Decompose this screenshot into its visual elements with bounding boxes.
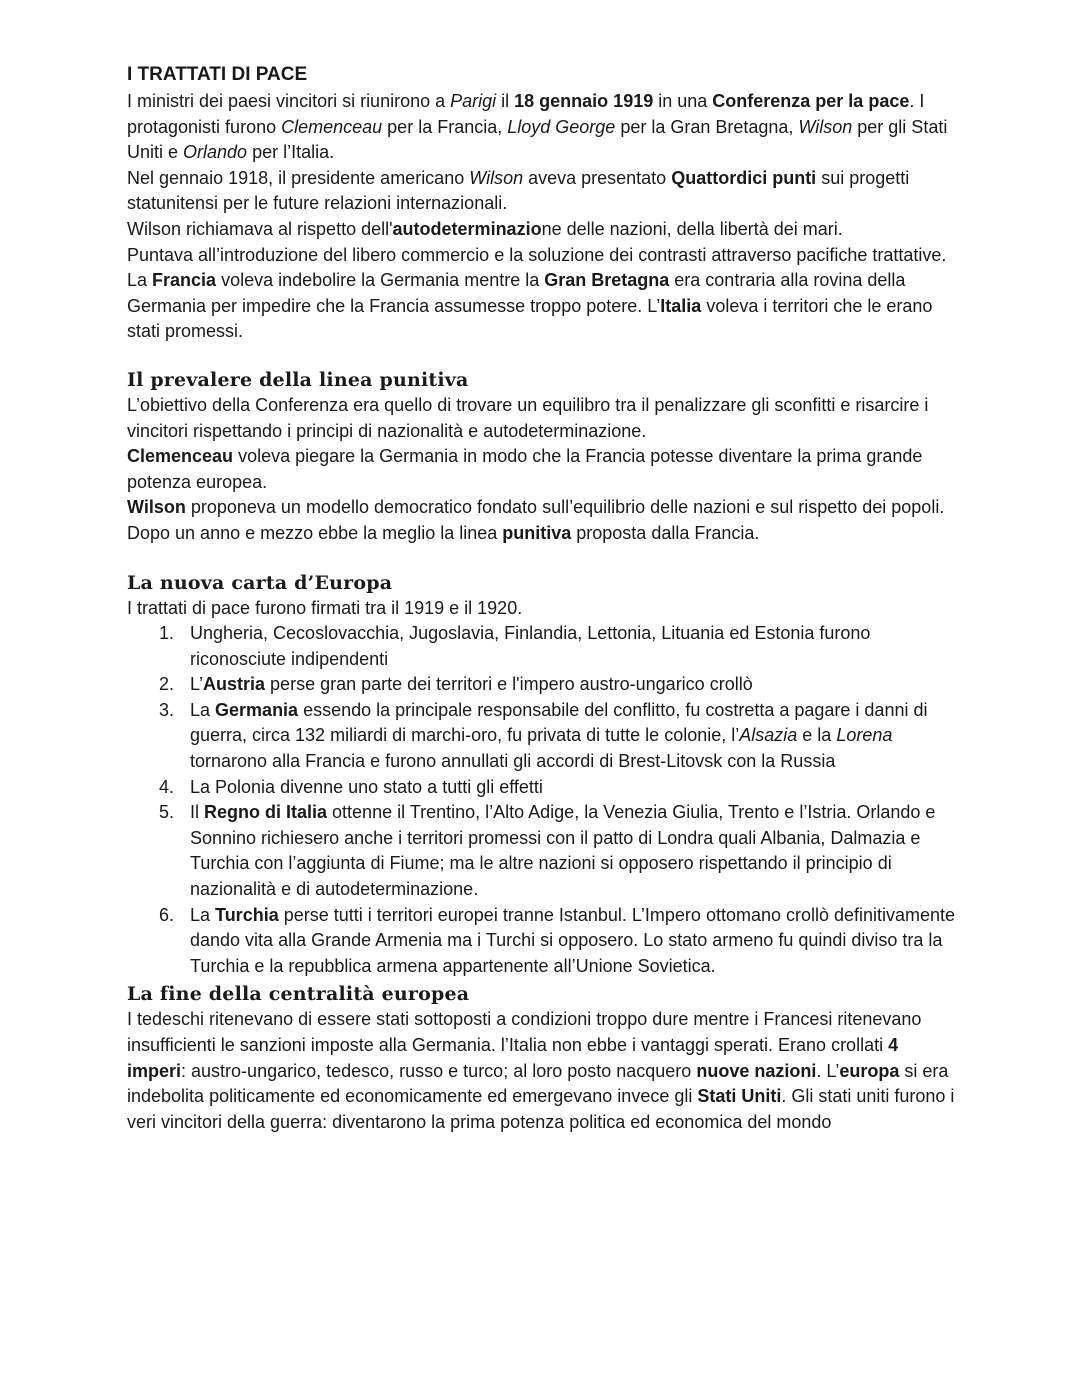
paragraph: L’obiettivo della Conferenza era quello di trovare un equilibro tra il penalizzare gli sconfitti e risarcire i vincitori rispettando i principi di nazionalità e autodeterminazione. bbox=[127, 394, 929, 441]
section-nuova-carta-europa bbox=[127, 570, 957, 980]
numbered-list bbox=[127, 621, 957, 979]
list-item: 4. La Polonia divenne uno stato a tutti gli effetti bbox=[159, 776, 543, 797]
list-item: 6. La Turchia perse tutti i territori europei tranne Istanbul. L’Impero ottomano crollò definitivamente dando vita alla Grande Armenia ma i Turchi si opposero. Lo stato armeno fu quindi diviso tra la Turchia e la repubblica armena appartenente all’Unione Sovietica. bbox=[159, 904, 956, 976]
section-fine-centralita-europea bbox=[127, 981, 957, 1135]
paragraph: Clemenceau voleva piegare la Germania in modo che la Francia potesse diventare la prima grande potenza europea. bbox=[127, 446, 923, 492]
section-linea-punitiva bbox=[127, 367, 957, 547]
paragraph: I ministri dei paesi vincitori si riunirono a Parigi il 18 gennaio 1919 in una Conferenza per la pace. I protagonisti furono Clemenceau per la Francia, Lloyd George per la Gran Bretagna, Wilson per gli Stati Uniti e Orlando per l’Italia. bbox=[127, 91, 948, 163]
list-item: 3. La Germania essendo la principale responsabile del conflitto, fu costretta a pagare i danni di guerra, circa 132 miliardi di marchi-oro, fu privata di tutte le colonie, l’Alsazia e la Lorena tornarono alla Francia e furono annullati gli accordi di Brest-Litovsk con la Russia bbox=[159, 699, 928, 772]
list-item: 5. Il Regno di Italia ottenne il Trentino, l’Alto Adige, la Venezia Giulia, Trento e l’Istria. Orlando e Sonnino richiesero anche i territori promessi con il patto di Londra quali Albania, Dalmazia e Turchia con l’aggiunta di Fiume; ma le altre nazioni si opposero rispettando il principio di nazionalità e di autodeterminazione. bbox=[159, 802, 936, 900]
section-title: I TRATTATI DI PACE bbox=[127, 64, 308, 85]
paragraph: I tedeschi ritenevano di essere stati sottoposti a condizioni troppo dure mentre i Francesi ritenevano insufficienti le sanzioni imposte alla Germania. l’Italia non ebbe i vantaggi sperati. Erano crollati 4 imperi: austro-ungarico, tedesco, russo e turco; al loro posto nacquero nuove nazioni. L’europa si era indebolita politicamente ed economicamente ed emergevano invece gli Stati Uniti. Gli stati uniti furono i veri vincitori della guerra: diventarono la prima potenza politica ed economica del mondo bbox=[127, 1009, 955, 1132]
list-item: 1. Ungheria, Cecoslovacchia, Jugoslavia, Finlandia, Lettonia, Lituania ed Estonia furono riconosciute indipendenti bbox=[159, 623, 871, 669]
paragraph: Wilson proponeva un modello democratico fondato sull’equilibrio delle nazioni e sul rispetto dei popoli. bbox=[127, 497, 945, 518]
paragraph: I trattati di pace furono firmati tra il 1919 e il 1920. bbox=[127, 597, 523, 618]
paragraph: Dopo un anno e mezzo ebbe la meglio la linea punitiva proposta dalla Francia. bbox=[127, 522, 760, 543]
paragraph: Puntava all’introduzione del libero commercio e la soluzione dei contrasti attraverso pacifiche trattative. bbox=[127, 244, 947, 265]
section-heading: Il prevalere della linea punitiva bbox=[127, 368, 469, 391]
list-item: 2. L’Austria perse gran parte dei territori e l'impero austro-ungarico crollò bbox=[159, 674, 753, 695]
paragraph: Wilson richiamava al rispetto dell'autodeterminazione delle nazioni, della libertà dei mari. bbox=[127, 218, 843, 239]
paragraph: La Francia voleva indebolire la Germania mentre la Gran Bretagna era contraria alla rovina della Germania per impedire che la Francia assumesse troppo potere. L’Italia voleva i territori che le erano stati promessi. bbox=[127, 270, 933, 342]
section-heading: La nuova carta d’Europa bbox=[127, 571, 393, 594]
document-page bbox=[127, 62, 957, 1135]
paragraph: Nel gennaio 1918, il presidente americano Wilson aveva presentato Quattordici punti sui progetti statunitensi per le future relazioni internazionali. bbox=[127, 167, 910, 214]
section-trattati-di-pace bbox=[127, 62, 957, 345]
section-heading: La fine della centralità europea bbox=[127, 983, 470, 1006]
